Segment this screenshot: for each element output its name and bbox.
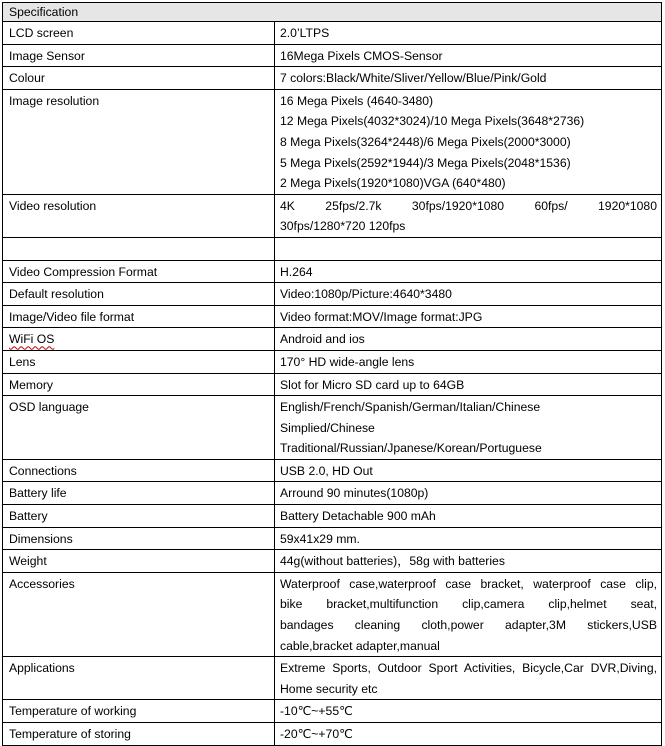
spec-value <box>275 373 662 396</box>
spec-row-video-compression <box>3 260 662 283</box>
spec-label: Accessories <box>3 572 275 656</box>
spec-value-line: Android and ios <box>280 332 365 347</box>
spec-value <box>275 89 662 194</box>
spec-value <box>275 328 662 351</box>
spec-value-line: Traditional/Russian/Jpanese/Korean/Portuguese <box>280 441 542 456</box>
spec-row-file-format <box>3 305 662 328</box>
spec-value <box>275 700 662 723</box>
spec-value <box>275 482 662 505</box>
spec-row-lcd-screen <box>3 22 662 45</box>
spec-value-line <box>280 239 657 260</box>
spec-label: Image/Video file format <box>3 305 275 328</box>
spec-row-memory <box>3 373 662 396</box>
spec-value-line: cable,bracket adapter,manual <box>280 638 440 653</box>
spec-value <box>275 67 662 90</box>
spec-value-line: 59x41x29 mm. <box>280 531 360 546</box>
spec-value-line: English/French/Spanish/German/Italian/Chinese <box>280 400 541 415</box>
spec-label: Battery life <box>3 482 275 505</box>
spec-label <box>3 328 275 351</box>
spec-value <box>275 44 662 67</box>
spec-value-line: Waterproof case,waterproof case bracket, waterproof case clip, <box>280 576 657 591</box>
spec-value-line: Slot for Micro SD card up to 64GB <box>280 377 465 392</box>
spec-value-line: 2 Mega Pixels(1920*1080)VGA (640*480) <box>280 176 506 191</box>
spec-value-line: 5 Mega Pixels(2592*1944)/3 Mega Pixels(2048*1536) <box>280 155 571 170</box>
spec-value <box>275 396 662 460</box>
spec-value-line: -10℃~+55℃ <box>280 704 353 719</box>
spec-label: Temperature of storing <box>3 723 275 746</box>
spec-label: Memory <box>3 373 275 396</box>
spec-label: Lens <box>3 350 275 373</box>
spec-row-battery <box>3 505 662 528</box>
spec-value <box>275 260 662 283</box>
table-header: Specification <box>3 3 662 22</box>
spec-value <box>275 550 662 573</box>
spec-label: Applications <box>3 657 275 700</box>
spec-value <box>275 527 662 550</box>
spec-label: Video resolution <box>3 194 275 237</box>
spec-label-text: WiFi OS <box>9 332 55 347</box>
spec-row-colour <box>3 67 662 90</box>
spec-row-temperature-working <box>3 700 662 723</box>
spec-label: Default resolution <box>3 283 275 306</box>
spec-value <box>275 283 662 306</box>
spec-value <box>275 723 662 746</box>
spec-value <box>275 194 662 237</box>
spec-label: Weight <box>3 550 275 573</box>
spec-value <box>275 305 662 328</box>
spec-value-line: Video:1080p/Picture:4640*3480 <box>280 287 452 302</box>
spec-label: OSD language <box>3 396 275 460</box>
spec-value-line: bike bracket,multifunction clip,camera clip,helmet seat, <box>280 597 657 612</box>
spec-value-line: 7 colors:Black/White/Sliver/Yellow/Blue/Pink/Gold <box>280 71 547 86</box>
spec-label: Battery <box>3 505 275 528</box>
spec-value-line: 16 Mega Pixels (4640-3480) <box>280 93 434 108</box>
spec-row-wifi-os <box>3 328 662 351</box>
spec-value-line: Video format:MOV/Image format:JPG <box>280 309 483 324</box>
spec-value-line: 170° HD wide-angle lens <box>280 354 415 369</box>
spec-label: Colour <box>3 67 275 90</box>
spec-value-line: H.264 <box>280 264 313 279</box>
spec-value-line: USB 2.0, HD Out <box>280 463 373 478</box>
spec-value-line: bandages cleaning cloth,power adapter,3M stickers,USB <box>280 618 657 633</box>
spec-value-line: 30fps/1280*720 120fps <box>280 219 406 234</box>
spec-value-line: 2.0’LTPS <box>280 26 330 40</box>
spec-row-battery-life <box>3 482 662 505</box>
spec-label: Image resolution <box>3 89 275 194</box>
spec-row-accessories <box>3 572 662 656</box>
spec-value-line: Home security etc <box>280 681 378 696</box>
spec-value-line: 12 Mega Pixels(4032*3024)/10 Mega Pixels(3648*2736) <box>280 114 585 129</box>
spec-label: Connections <box>3 459 275 482</box>
spec-label <box>3 237 275 260</box>
spec-row-connections <box>3 459 662 482</box>
spec-value-line: 16Mega Pixels CMOS-Sensor <box>280 48 443 63</box>
spec-row-temperature-storing <box>3 723 662 746</box>
spec-row-video-resolution <box>3 194 662 237</box>
spec-value <box>275 22 662 45</box>
spec-value-line: Arround 90 minutes(1080p) <box>280 486 429 501</box>
spec-label: Temperature of working <box>3 700 275 723</box>
spec-row-default-resolution <box>3 283 662 306</box>
spec-row-image-resolution <box>3 89 662 194</box>
spec-row-lens <box>3 350 662 373</box>
header-row <box>3 3 662 22</box>
spec-value <box>275 505 662 528</box>
spec-value-line: Extreme Sports, Outdoor Sport Activities, Bicycle,Car DVR,Diving, <box>280 661 657 676</box>
spec-value <box>275 459 662 482</box>
spec-value-line: -20℃~+70℃ <box>280 727 353 741</box>
spec-value-line: Battery Detachable 900 mAh <box>280 509 436 524</box>
spec-value <box>275 657 662 700</box>
spec-value-line: Simplied/Chinese <box>280 420 375 435</box>
spec-label: Video Compression Format <box>3 260 275 283</box>
spec-value <box>275 237 662 260</box>
spec-value <box>275 350 662 373</box>
spec-row-osd-language <box>3 396 662 460</box>
spec-value-line: 44g(without batteries)，58g with batteries <box>280 554 505 569</box>
spec-value <box>275 572 662 656</box>
spec-label: LCD screen <box>3 22 275 45</box>
spec-row-weight <box>3 550 662 573</box>
specification-table <box>2 2 662 746</box>
spec-value-line: 4K 25fps/2.7k 30fps/1920*1080 60fps/ 1920*1080 <box>280 198 657 213</box>
spec-row-image-sensor <box>3 44 662 67</box>
spec-row-empty <box>3 237 662 260</box>
spec-label: Image Sensor <box>3 44 275 67</box>
spec-row-dimensions <box>3 527 662 550</box>
spec-row-applications <box>3 657 662 700</box>
spec-value-line: 8 Mega Pixels(3264*2448)/6 Mega Pixels(2000*3000) <box>280 134 571 149</box>
spec-label: Dimensions <box>3 527 275 550</box>
